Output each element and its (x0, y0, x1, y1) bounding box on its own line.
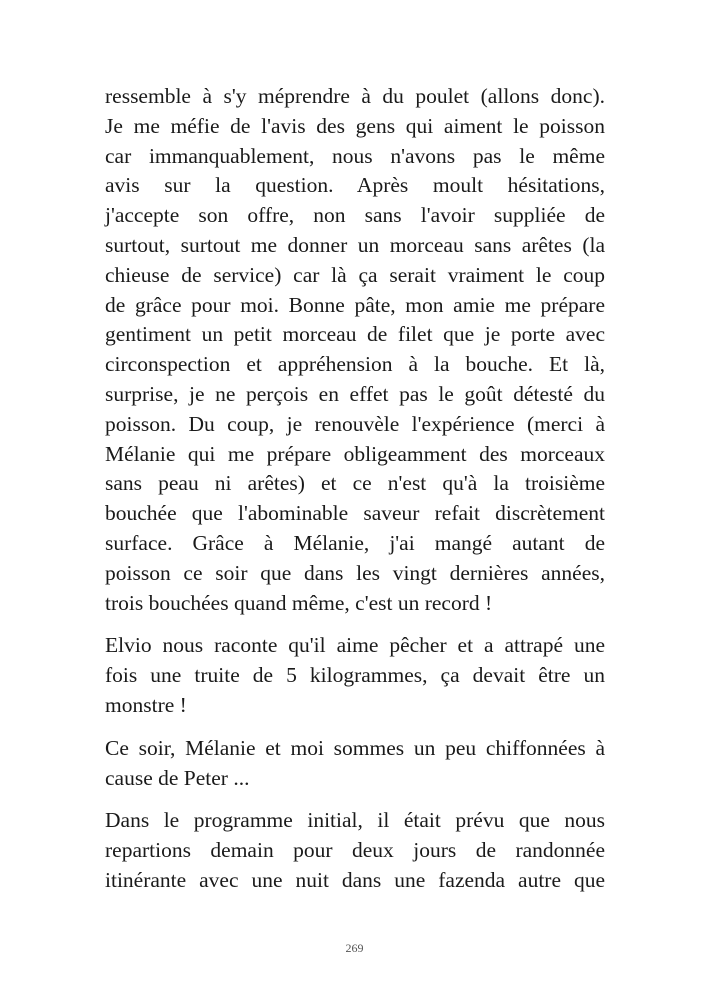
text-line: fois une truite de 5 kilogrammes, ça devait être un (105, 663, 605, 688)
paragraph (105, 82, 605, 618)
page-number: 269 (345, 941, 364, 955)
text-line: Dans le programme initial, il était prévu que nous (105, 808, 605, 833)
paragraph (105, 631, 605, 720)
text-line: poisson. Du coup, je renouvèle l'expérience (merci à (105, 411, 605, 436)
text-line: repartions demain pour deux jours de randonnée (105, 838, 605, 863)
text-line: itinérante avec une nuit dans une fazenda autre que (105, 867, 605, 892)
text-line: bouchée que l'abominable saveur refait discrètement (105, 501, 605, 526)
text-line: j'accepte son offre, non sans l'avoir suppliée de (105, 203, 605, 228)
text-line: surtout, surtout me donner un morceau sans arêtes (la (105, 232, 605, 257)
text-line: surface. Grâce à Mélanie, j'ai mangé autant de (105, 530, 605, 555)
text-line: sans peau ni arêtes) et ce n'est qu'à la troisième (105, 471, 605, 496)
text-line: de grâce pour moi. Bonne pâte, mon amie me prépare (105, 292, 605, 317)
text-line: Mélanie qui me prépare obligeamment des morceaux (105, 441, 605, 466)
text-line: poisson ce soir que dans les vingt dernières années, (105, 560, 605, 585)
text-line: Je me méfie de l'avis des gens qui aiment le poisson (105, 113, 605, 138)
text-line: trois bouchées quand même, c'est un record ! (105, 590, 493, 615)
text-line: Elvio nous raconte qu'il aime pêcher et a attrapé une (105, 633, 605, 658)
text-line: ressemble à s'y méprendre à du poulet (allons donc). (105, 84, 605, 108)
text-line: monstre ! (105, 692, 187, 717)
text-line: cause de Peter ... (105, 765, 250, 790)
text-line: circonspection et appréhension à la bouche. Et là, (105, 352, 605, 377)
text-line: surprise, je ne perçois en effet pas le goût détesté du (105, 381, 605, 406)
text-line: chieuse de service) car là ça serait vraiment le coup (105, 262, 605, 287)
paragraph (105, 806, 605, 895)
text-line: Ce soir, Mélanie et moi sommes un peu chiffonnées à (105, 735, 605, 760)
text-line: gentiment un petit morceau de filet que je porte avec (105, 322, 605, 347)
text-line: avis sur la question. Après moult hésitations, (105, 173, 605, 198)
page-body (105, 82, 605, 909)
text-line: car immanquablement, nous n'avons pas le même (105, 143, 605, 168)
paragraph (105, 734, 605, 794)
